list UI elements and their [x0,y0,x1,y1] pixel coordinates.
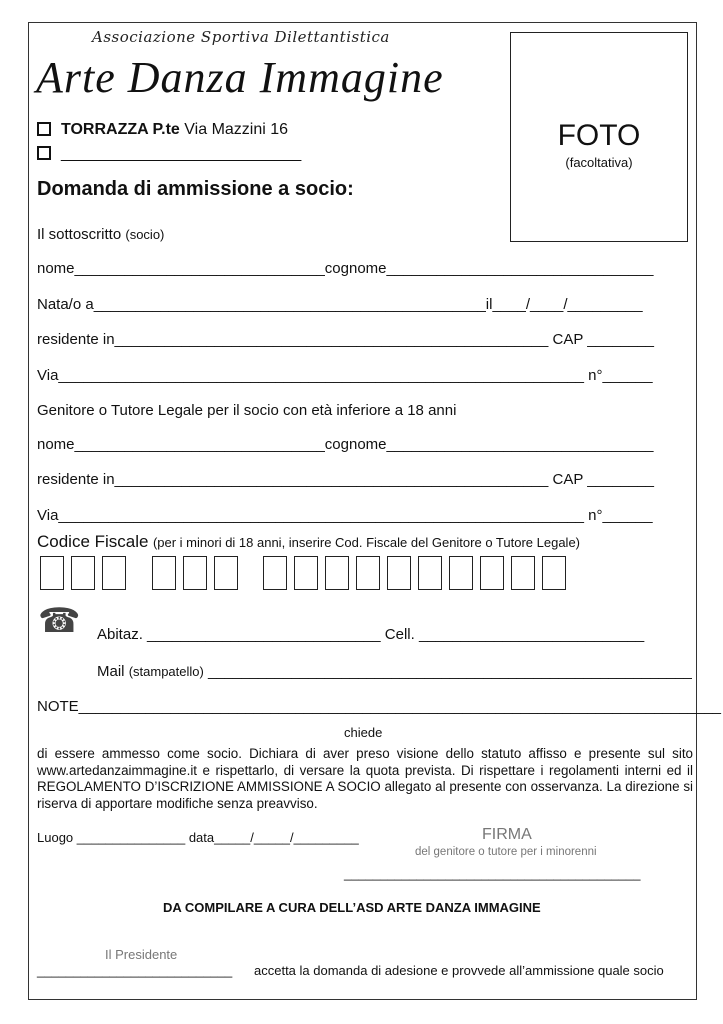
mail-field[interactable] [97,663,692,680]
tax-code-box[interactable] [40,556,64,590]
tax-code-box[interactable] [294,556,318,590]
tax-code-box[interactable] [71,556,95,590]
declaration-paragraph: di essere ammesso come socio. Dichiara di aver preso visione dello statuto affisso e presente sul sito www.artedanzaimmagine.it e rispettarlo, di versare la quota prevista. Di rispettare i regolamenti interni ed il REGOLAMENTO D’ISCRIZIONE AMMISSIONE A SOCIO allegato al presente con osservanza. La direzione si riserva di apportare modifiche senza preavviso. [37,746,693,811]
undersigned-note: (socio) [125,227,165,242]
photo-title: FOTO [557,119,641,152]
president-label: Il Presidente [105,947,178,962]
telephone-icon: ☎ [38,602,81,640]
guardian-intro: Genitore o Tutore Legale per il socio con età inferiore a 18 anni [37,402,457,419]
place-date-field[interactable]: Luogo _______________ data_____/_____/_________ [37,830,359,845]
location-address: Via Mazzini 16 [184,121,289,138]
checkbox-icon[interactable] [37,122,51,136]
location-name: TORRAZZA P.te [61,121,180,138]
acceptance-statement: accetta la domanda di adesione e provvede all’ammissione quale socio [254,963,664,978]
photo-subtitle: (facoltativa) [565,155,633,170]
tax-code-box[interactable] [356,556,380,590]
association-subtitle: Associazione Sportiva Dilettantistica [92,28,390,46]
mail-label: Mail [97,663,125,680]
member-name-field[interactable]: nome______________________________cognome________________________________ [37,260,654,277]
signature-note: del genitore o tutore per i minorenni [415,846,597,858]
tax-code-box[interactable] [387,556,411,590]
tax-code-box[interactable] [325,556,349,590]
office-use-title: DA COMPILARE A CURA DELL’ASD ARTE DANZA IMMAGINE [163,900,541,915]
undersigned-text: Il sottoscritto [37,226,122,243]
tax-code-box[interactable] [183,556,207,590]
tax-code-box[interactable] [152,556,176,590]
tax-code-box[interactable] [449,556,473,590]
mail-input-line[interactable]: __________________________________________________________ [208,663,692,680]
tax-code-box[interactable] [263,556,287,590]
phone-fields[interactable]: Abitaz. ____________________________ Cell. ___________________________ [97,626,645,643]
signature-label: FIRMA [482,826,532,843]
tax-code-box[interactable] [480,556,504,590]
location-option-torrazza[interactable] [37,121,288,139]
form-title: Domanda di ammissione a socio: [37,178,354,200]
tax-code-box[interactable] [418,556,442,590]
guardian-residence-field[interactable]: residente in____________________________________________________ CAP ________ [37,471,654,488]
tax-code-box[interactable] [214,556,238,590]
tax-code-label [37,532,580,552]
guardian-street-field[interactable]: Via_______________________________________________________________ n°______ [37,507,653,524]
member-birth-field[interactable]: Nata/o a_______________________________________________il____/____/_________ [37,296,643,313]
photo-box[interactable] [510,32,688,242]
signature-line[interactable]: _________________________________________ [344,866,641,881]
tax-code-title: Codice Fiscale [37,532,149,551]
brand-logo-text: Arte Danza Immagine [36,53,444,102]
checkbox-icon[interactable] [37,146,51,160]
undersigned-label [37,226,164,243]
request-word: chiede [344,725,383,740]
location-other-line[interactable]: ___________________________ [61,145,302,162]
member-residence-field[interactable]: residente in____________________________________________________ CAP ________ [37,331,654,348]
mail-note: (stampatello) [128,664,204,679]
tax-code-box[interactable] [511,556,535,590]
president-line[interactable]: ___________________________ [37,963,233,978]
member-street-field[interactable]: Via_______________________________________________________________ n°______ [37,367,653,384]
tax-code-box[interactable] [542,556,566,590]
location-option-other[interactable] [37,145,301,163]
notes-field[interactable]: NOTE_____________________________________________________________________________ [37,698,722,715]
tax-code-note: (per i minori di 18 anni, inserire Cod. Fiscale del Genitore o Tutore Legale) [152,535,580,550]
tax-code-box[interactable] [102,556,126,590]
guardian-name-field[interactable]: nome______________________________cognome________________________________ [37,436,654,453]
